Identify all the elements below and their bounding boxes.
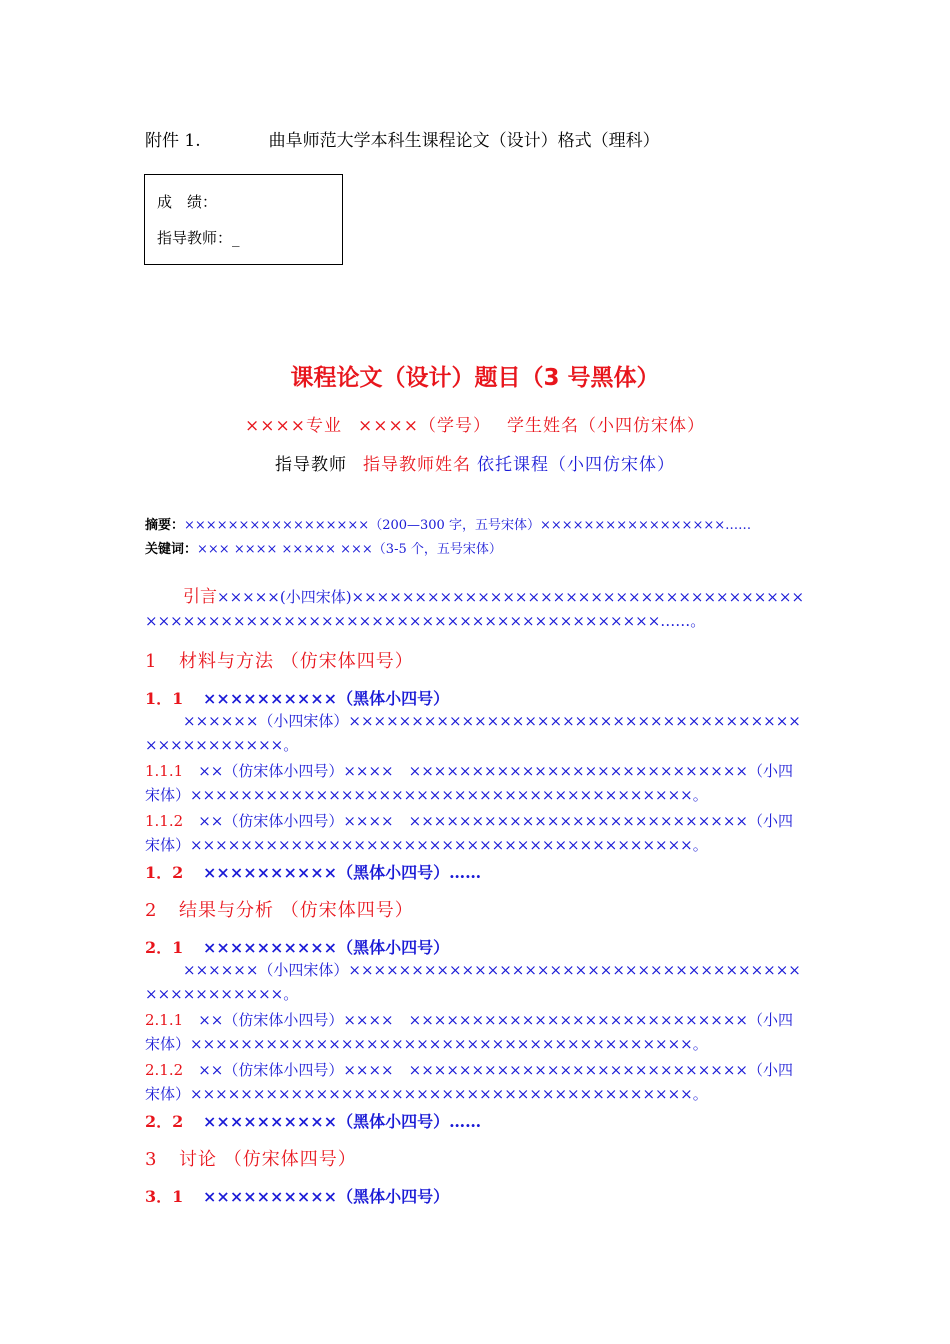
advisor-name: 指导教师姓名 — [363, 455, 471, 475]
subsection-heading: 1．2 ××××××××××（黑体小四号）…… — [145, 863, 482, 882]
item-paragraph: 1.1.2 ××（仿宋体小四号）×××× ×××××××××××××××××××××××××××（小四宋体）××××××××××××××××××××××××××××××××××××××××。 — [145, 812, 793, 854]
body-paragraph: ××××××（小四宋体）×××××××××××××××××××××××××××××××××××××××××××××××。 — [145, 712, 801, 754]
subsection-heading: 3．1 ××××××××××（黑体小四号） — [145, 1187, 450, 1206]
abstract-text: ×××××××××××××××××（200—300 字，五号宋体）×××××××××××××××××…… — [184, 518, 752, 533]
subsection-heading: 2．1 ××××××××××（黑体小四号） — [145, 938, 450, 957]
author-line — [0, 411, 950, 436]
item-paragraph: 2.1.1 ××（仿宋体小四号）×××× ×××××××××××××××××××××××××××（小四宋体）××××××××××××××××××××××××××××××××××××××××。 — [145, 1011, 793, 1053]
section-heading: 1 材料与方法 （仿宋体四号） — [145, 651, 414, 672]
course: 依托课程（小四仿宋体） — [477, 455, 675, 475]
attachment-header — [145, 126, 660, 151]
advisor-line — [0, 450, 950, 475]
abstract — [145, 514, 751, 533]
section-heading: 3 讨论 （仿宋体四号） — [145, 1149, 357, 1170]
intro-label: 引言 — [183, 587, 217, 607]
item-paragraph: 2.1.2 ××（仿宋体小四号）×××× ×××××××××××××××××××××××××××（小四宋体）××××××××××××××××××××××××××××××××××××××××。 — [145, 1061, 793, 1103]
advisor-line-label: 指导教师 — [275, 455, 347, 475]
keywords-text: ××× ×××× ××××× ×××（3-5 个，五号宋体） — [197, 542, 502, 557]
score-label: 成 绩： — [157, 193, 218, 211]
paper-title: 课程论文（设计）题目（3 号黑体） — [290, 365, 660, 391]
document-title: 曲阜师范大学本科生课程论文（设计）格式（理科） — [268, 131, 660, 151]
major: ××××专业 — [245, 416, 342, 436]
keywords — [145, 538, 502, 557]
subsection-heading: 1．1 ××××××××××（黑体小四号） — [145, 689, 450, 708]
section-heading: 2 结果与分析 （仿宋体四号） — [145, 900, 414, 921]
intro-paragraph — [145, 585, 807, 633]
student-id: ××××（学号） — [358, 416, 491, 436]
body-paragraph: ××××××（小四宋体）×××××××××××××××××××××××××××××××××××××××××××××××。 — [145, 961, 801, 1003]
student-name: 学生姓名（小四仿宋体） — [506, 416, 705, 436]
keywords-label: 关键词： — [145, 542, 198, 557]
advisor-label: 指导教师：_ — [157, 229, 240, 247]
item-paragraph: 1.1.1 ××（仿宋体小四号）×××× ×××××××××××××××××××××××××××（小四宋体）××××××××××××××××××××××××××××××××××××××××。 — [145, 762, 793, 804]
intro-text: ×××××(小四宋体)×××××××××××××××××××××××××××××××××××××××××××××××××××××××××××××××××××××××××××××……。 — [145, 588, 805, 630]
attachment-label: 附件 1. — [145, 131, 201, 151]
grade-box — [144, 174, 343, 265]
abstract-label: 摘要： — [145, 518, 185, 533]
subsection-heading: 2．2 ××××××××××（黑体小四号）…… — [145, 1112, 482, 1131]
